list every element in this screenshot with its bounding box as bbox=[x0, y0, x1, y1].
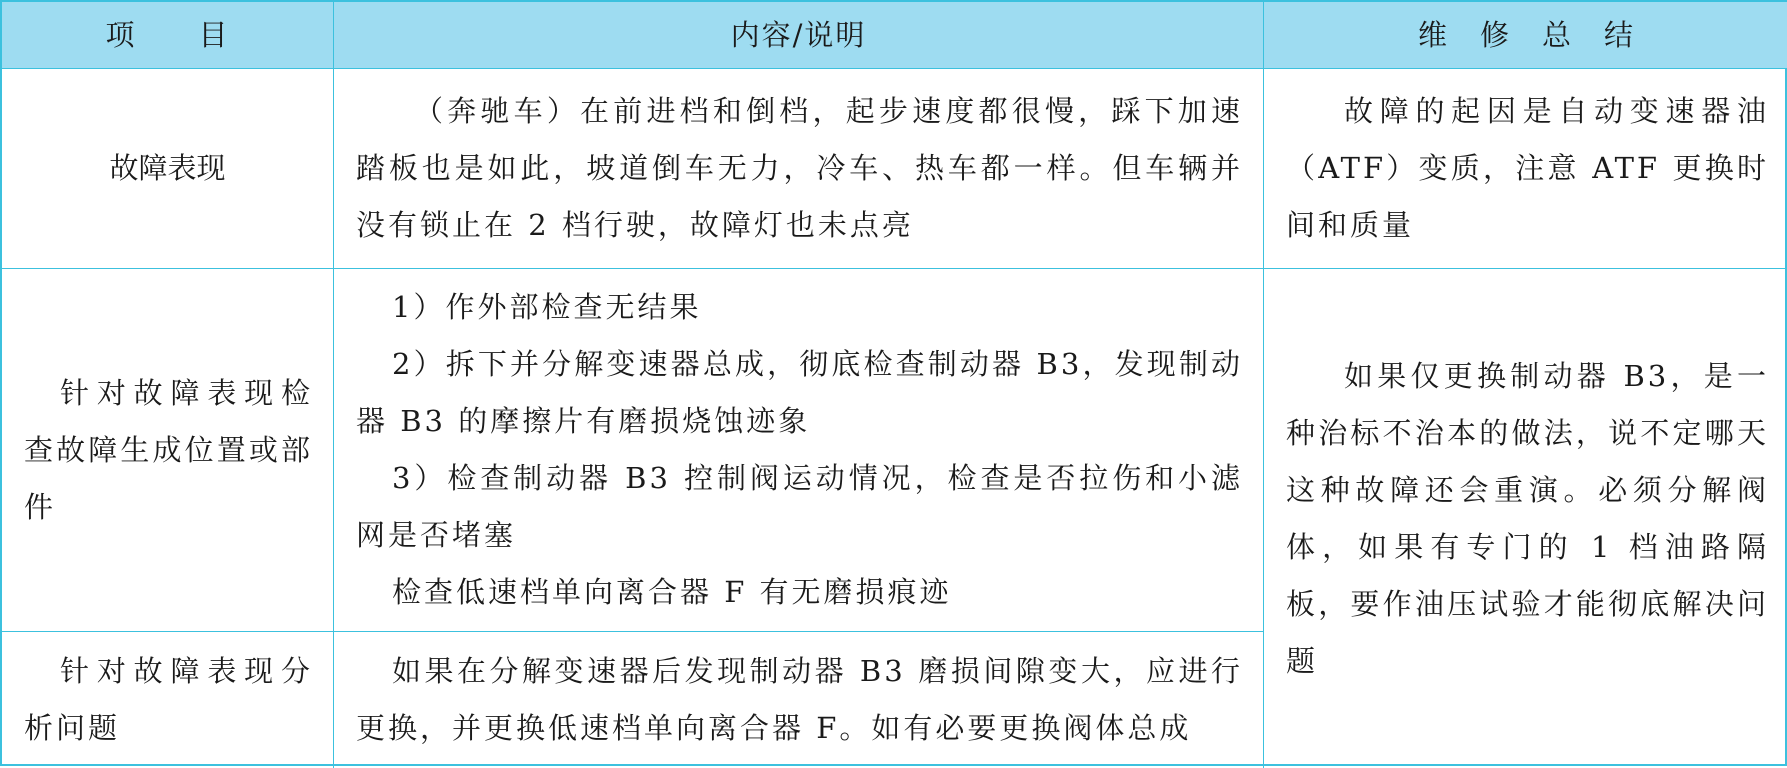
row2-summary bbox=[1264, 269, 1787, 768]
row2-summary-text: 如果仅更换制动器 B3，是一种治标不治本的做法，说不定哪天这种故障还会重演。必须分解阀体，如果有专门的 1 档油路隔板，要作油压试验才能彻底解决问题 bbox=[1286, 358, 1769, 678]
header-summary bbox=[1264, 2, 1787, 69]
row1-content-text: （奔驰车）在前进档和倒档，起步速度都很慢，踩下加速踏板也是如此，坡道倒车无力，冷车、热车都一样。但车辆并没有锁止在 2 档行驶，故障灯也未点亮 bbox=[356, 94, 1243, 242]
header-content bbox=[334, 2, 1264, 69]
row1-item-text: 故障表现 bbox=[109, 151, 226, 185]
row2-content-line2: 2）拆下并分解变速器总成，彻底检查制动器 B3，发现制动器 B3 的摩擦片有磨损烧蚀迹象 bbox=[356, 347, 1243, 438]
header-content-label: 内容/说明 bbox=[730, 17, 867, 52]
row3-content bbox=[334, 632, 1264, 768]
row2-item-text: 针对故障表现检查故障生成位置或部件 bbox=[24, 375, 313, 524]
row3-content-text: 如果在分解变速器后发现制动器 B3 磨损间隙变大，应进行更换，并更换低速档单向离合器 F。如有必要更换阀体总成 bbox=[356, 654, 1243, 745]
row2-item bbox=[2, 269, 334, 632]
header-summary-label: 维 修 总 结 bbox=[1417, 17, 1635, 52]
row1-item bbox=[2, 69, 334, 269]
row2-content-line4: 检查低速档单向离合器 F 有无磨损痕迹 bbox=[392, 575, 952, 609]
row2-content-line1: 1）作外部检查无结果 bbox=[392, 290, 702, 324]
row1-content bbox=[334, 69, 1264, 269]
row2-content-line3: 3）检查制动器 B3 控制阀运动情况，检查是否拉伤和小滤网是否堵塞 bbox=[356, 461, 1243, 552]
row3-item bbox=[2, 632, 334, 768]
row2-content bbox=[334, 269, 1264, 632]
row3-item-text: 针对故障表现分析问题 bbox=[24, 654, 313, 745]
header-item-label: 项 目 bbox=[105, 17, 230, 52]
header-item bbox=[2, 2, 334, 69]
row1-summary bbox=[1264, 69, 1787, 269]
row1-summary-text: 故障的起因是自动变速器油（ATF）变质，注意 ATF 更换时间和质量 bbox=[1286, 94, 1769, 242]
